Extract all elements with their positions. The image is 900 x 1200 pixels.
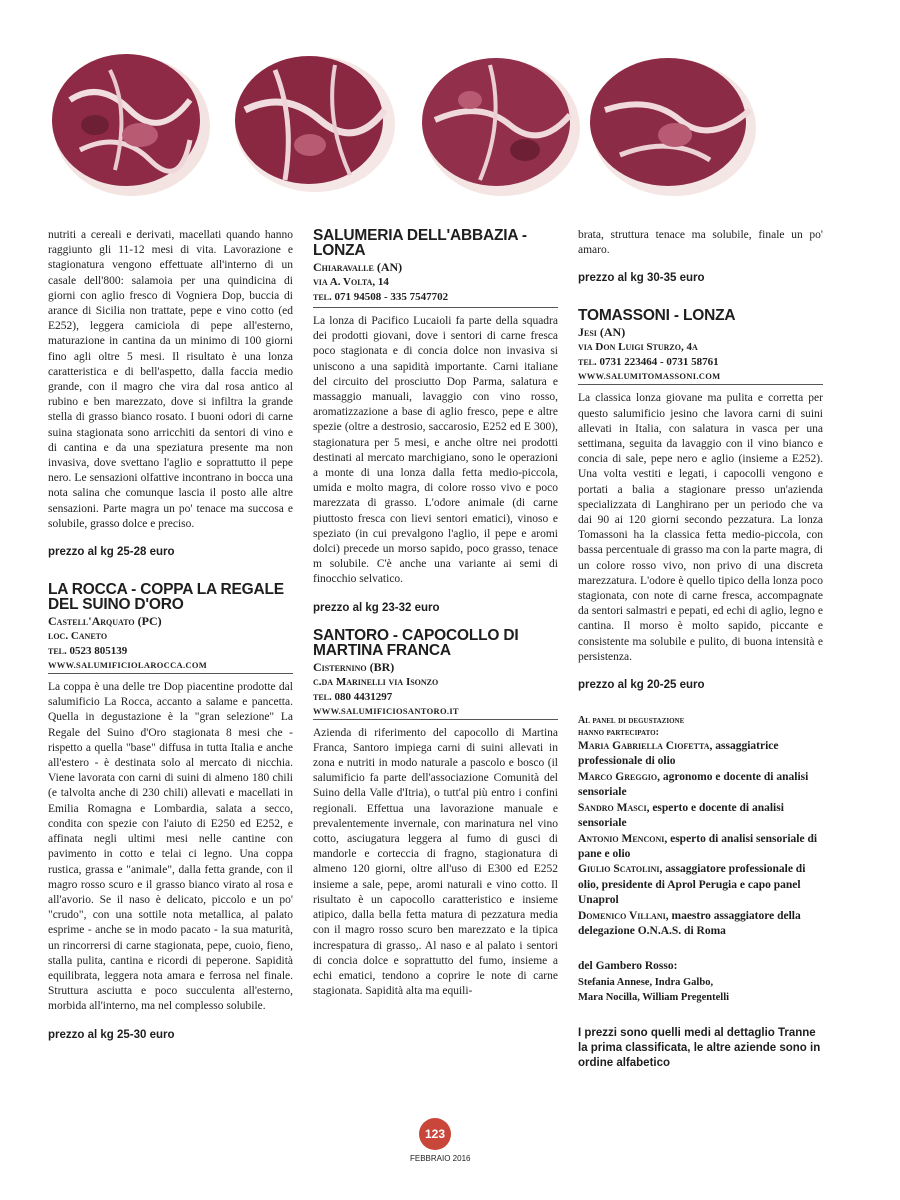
capocollo-slice-photo — [225, 40, 397, 200]
producer-city: Cisternino (BR) — [313, 659, 395, 674]
price: prezzo al kg 25-30 euro — [48, 1028, 175, 1041]
review-text: nutriti a cereali e derivati, macellati quando hanno raggiunto gli 11-12 mesi di vita. Lavorazione e stagionatura vengono effettuate all'interno di un casale dell'800: salamoia per una quindicina di giorni con aglio fresco di Vogniera Dop, buccia di arance di Sicilia non trattate, pepe e vino cotto (ed E252), leggera camiciola di pepe all'esterno, maturazione in cantina da un minimo di 100 giorni fino agli oltre 5 mesi. Il risultato è una lonza caratteristica e di bell'aspetto, dalla faccia medio grande, con il magro che vira dal rosa antico al rubino e ben marezzato, dove si infiltra la grande stella di grasso bianco rosato. I buoni odori di carne suina stagionata sono arricchiti da sentori di vino e di cantina e da una speziatura presente ma non invasiva, dove svettano l'aglio e soprattutto il pepe nero. Le sensazioni olfattive incontrano in bocca una nota salina che comunque lascia il posto alle altre sensazioni. Parte magra un po' tenace ma succosa e solubile, grasso dolce e preciso. — [48, 229, 293, 530]
producer-title: LA ROCCA - COPPA LA REGALE DEL SUINO D'ORO — [48, 581, 284, 614]
panel-member-role: assaggiatore professionale di olio, presidente di Aprol Perugia e capo panel Unaprol — [578, 863, 806, 907]
page-number: 123 — [419, 1118, 451, 1150]
price: prezzo al kg 20-25 euro — [578, 679, 705, 692]
producer-title: SANTORO - CAPOCOLLO DI MARTINA FRANCA — [313, 626, 519, 659]
capocollo-slice-photo — [410, 40, 582, 200]
producer-phone: tel. 0523 805139 — [48, 645, 128, 658]
producer-phone: tel. 0731 223464 - 0731 58761 — [578, 356, 719, 369]
price: prezzo al kg 25-28 euro — [48, 546, 175, 559]
panel-member — [578, 862, 823, 908]
producer-city: Castell'Arquato (PC) — [48, 614, 162, 629]
panel-member — [578, 832, 823, 863]
gambero-members: Stefania Annese, Indra Galbo, — [578, 976, 714, 988]
panel-subheading: hanno partecipato: — [578, 727, 659, 739]
page-footer — [410, 1118, 471, 1163]
producer-title: TOMASSONI - LONZA — [578, 307, 736, 325]
producer-address: via Don Luigi Sturzo, 4a — [578, 341, 698, 354]
producer-phone: tel. 080 4431297 — [313, 690, 393, 703]
price: prezzo al kg 23-32 euro — [313, 601, 440, 614]
panel-member-role: assaggiatrice professionale di olio — [578, 740, 779, 768]
review-text: La lonza di Pacifico Lucaioli fa parte della squadra dei prodotti giovani, dove i sentori di carne fresca poco stagionata e di concia dolce non invasiva si uniscono a una sapidità importante. Carni italiane del circuito del prosciutto Dop Parma, salatura e massaggio manuali, lavaggio con vino rosso, aromatizzazione a base di aglio fresco, pepe e altre spezie (oltre a destrosio, saccarosio, E252 ed E 300), stagionatura per 5 mesi, e anche oltre nei prodotti destinati al mercato marchigiano, sono le operazioni a monte di una lonza dalla fetta medio-piccola, umida e molto magra, di colore rosso vivo e poco marezzata di grasso. L'odore animale (di carne piuttosto fresca con lievi sentori ematici), vinoso e speziato (in cui prevalgono l'aglio, il pepe e aromi dolci) precede un morso sapido, poco grasso, tenace m solubile. C'è anche una variante ai semi di finocchio selvatico. — [313, 315, 558, 586]
tasting-panel — [578, 715, 823, 1006]
review-text: La coppa è una delle tre Dop piacentine prodotte dal salumificio La Rocca, accanto a salame e pancetta. Quella in degustazione è la "gran selezione" La Regale del Suino d'Oro stagionata 8 mesi che - rispetto a quella "base" diffusa in tutta Italia e anche all'estero - è destinata solo al mercato di nicchia. Viene lavorata con carni di suini di almeno 180 chili (e talvolta anche di 230 chili) allevati e macellati in Emilia Romagna e Lombardia, salata a secco, condita con spezie con l'aiuto di E250 ed E252, e affinata negli ultimi mesi nelle cantine con pavimento in cotto e telai ci legno. Una coppa rustica, grassa e "animale", dalla fetta grande, con il magro rosso scuro e il grasso bianco virato al rosa e all'avorio. Se il naso è delicato, piccolo e un po' "crudo", con una sottile nota metallica, al palato esprime - anche se in modo pacato - la sua maturità, un rincorrersi di carne stagionata, pepe, cuoio, fieno, stalla pulita, cantina e ricordi di peperone. Sapidità equilibrata, leggera nota amara e ferrosa nel finale. Struttura asciutta e poco succulenta all'esterno, morbida all'interno, ma nel complesso solubile. — [48, 681, 293, 1013]
producer-phone: tel. 071 94508 - 335 7547702 — [313, 290, 558, 308]
panel-heading: Al panel di degustazione — [578, 715, 685, 727]
review-text: Azienda di riferimento del capocollo di Martina Franca, Santoro impiega carni di suini allevati in zona e nutriti in modo naturale a pascolo e bosco (il salumificio fa parte dell'associazione Comunità del Suino della Valle d'Itria), o tutt'al più entro i confini regionali. Effettua una lavorazione manuale e prevalentemente invernale, con marinatura nel vino cotto, asciugatura leggera al fumo di gusci di mandorle e corteccia di fragno, stagionatura di almeno 120 giorni, oltre all'uso di E300 ed E252 insieme a sale, pepe, aromi naturali e vino cotto. Il risultato è un capocollo caratteristico e insieme atipico, dalla bella fetta matura di pezzatura media con il magro rosso scuro ben marezzato e la tipica increspatura di grasso,. Al naso e al palato i sentori di concia dolce e soprattutto del fumo, insieme a echi ematici, tendono a coprire le note di carne stagionata. Sapidità alta ma equili- — [313, 726, 558, 998]
producer-website[interactable]: WWW.SALUMITOMASSONI.COM — [578, 370, 823, 385]
panel-member — [578, 909, 823, 940]
producer-city: Chiaravalle (AN) — [313, 260, 403, 274]
panel-member-name: Domenico Villani, — [578, 909, 669, 922]
producer-title: SALUMERIA DELL'ABBAZIA - LONZA — [313, 227, 527, 259]
panel-member-name: Sandro Masci, — [578, 801, 650, 814]
column-left — [48, 228, 293, 1065]
producer-address: via A. Volta, 14 — [313, 276, 389, 288]
panel-member-role: maestro assaggiatore della delegazione O.N.A.S. di Roma — [578, 909, 801, 937]
review-text: brata, struttura tenace ma solubile, finale un po' amaro. — [578, 229, 823, 257]
capocollo-slice-photo — [580, 40, 760, 200]
column-middle — [313, 228, 558, 999]
panel-member — [578, 770, 823, 801]
panel-member-role: agronomo e docente di analisi sensoriale — [578, 770, 809, 799]
panel-member-name: Marco Greggio, — [578, 770, 660, 783]
product-photos — [40, 40, 770, 230]
column-right — [578, 228, 823, 1071]
review-text: La classica lonza giovane ma pulita e corretta per questo salumificio jesino che lavora carni di suini allevati in Italia, con salatura in vasca per una settimana, seguita da lavaggio con il vino bianco e concia di sale, pepe nero e aglio (insieme a E252). Una volta vestiti e legati, i capocolli vengono e portati a balia a stagionare presso un'azienda specializzata di Langhirano per un periodo che va dai 90 ai 120 giorni secondo pezzatura. La lonza Tomassoni ha la classica fetta medio-piccola, con bassa percentuale di grasso ma con la parte magra, di un colore rosso vivo, non privo di una discreta marezzatura. L'odore è quello tipico della lonza poco stagionata, con note di carne fresca, accompagnate da sentori salmastri e pepati, ed echi di aglio, legno e cantina. Il morso è molto sapido, piccante e consistente ma solubile e pulito, di buona intensità e persistenza. — [578, 392, 823, 663]
producer-website[interactable]: WWW.SALUMIFICIOSANTORO.IT — [313, 705, 558, 720]
producer-address: c.da Marinelli via Isonzo — [313, 675, 439, 688]
panel-member-name: Giulio Scatolini, — [578, 863, 663, 876]
panel-member — [578, 801, 823, 832]
panel-member-role: esperto e docente di analisi sensoriale — [578, 801, 784, 830]
issue-date: FEBBRAIO 2016 — [410, 1154, 471, 1163]
panel-member-role: esperto di analisi sensoriale di pane e olio — [578, 832, 818, 860]
producer-city: Jesi (AN) — [578, 325, 626, 340]
producer-address: loc. Caneto — [48, 630, 108, 643]
price: prezzo al kg 30-35 euro — [578, 272, 705, 285]
panel-member-name: Antonio Menconi, — [578, 832, 668, 845]
panel-member — [578, 739, 823, 770]
price-note: I prezzi sono quelli medi al dettaglio Tranne la prima classificata, le altre aziende sono in ordine alfabetico — [578, 1026, 821, 1069]
producer-website[interactable]: WWW.SALUMIFICIOLAROCCA.COM — [48, 659, 293, 674]
gambero-members: Mara Nocilla, William Pregentelli — [578, 992, 730, 1004]
panel-member-name: Maria Gabriella Ciofetta, — [578, 740, 713, 753]
gambero-heading: del Gambero Rosso: — [578, 960, 678, 973]
capocollo-slice-photo — [40, 40, 212, 200]
